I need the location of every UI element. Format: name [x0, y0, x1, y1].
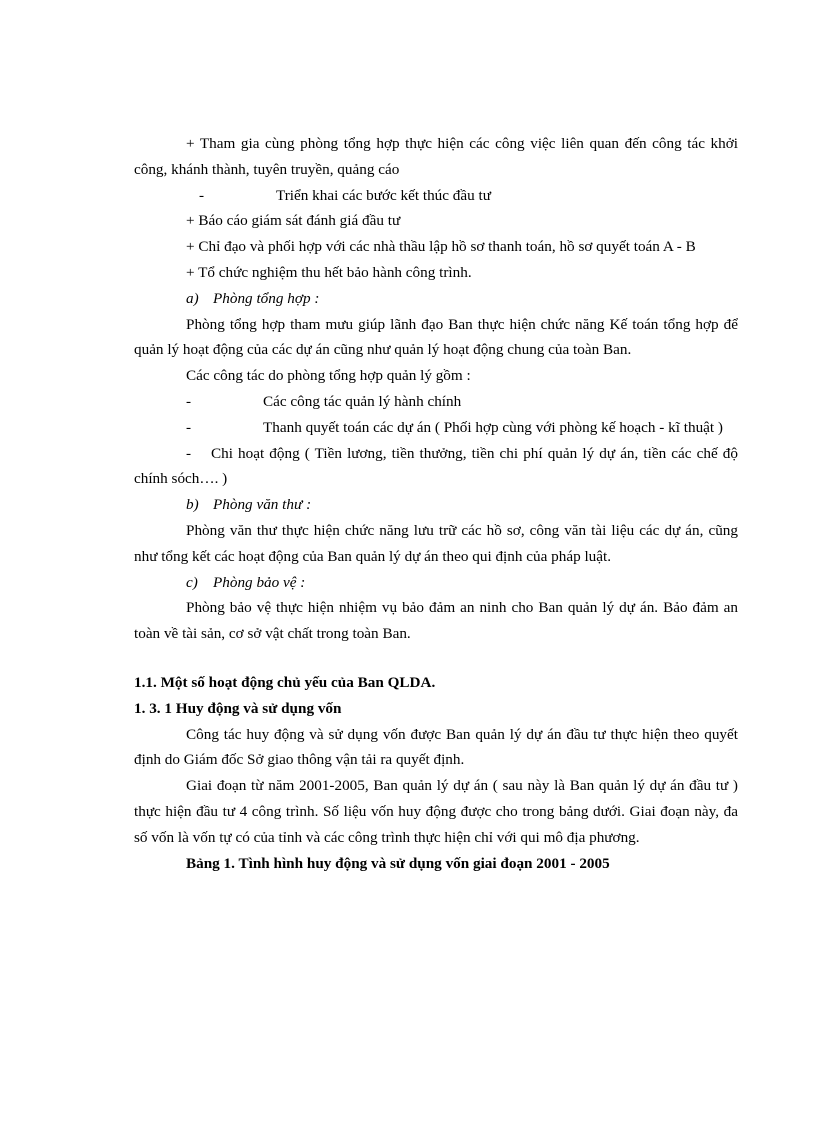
table-caption: Bảng 1. Tình hình huy động và sử dụng vốn giai đoạn 2001 - 2005 [186, 854, 610, 872]
section-b-marker: b) [186, 496, 199, 514]
heading-capital: 1. 3. 1 Huy động và sử dụng vốn [134, 699, 342, 717]
capital-paragraph-1: Công tác huy động và sử dụng vốn được Ban quản lý dự án đầu tư thực hiện theo quyết định do Giám đốc Sở giao thông vận tải ra quyết định. [134, 725, 738, 769]
list-item-text: Các công tác quản lý hành chính [263, 392, 462, 410]
paragraph-direction: + Chỉ đạo và phối hợp với các nhà thầu lập hồ sơ thanh toán, hồ sơ quyết toán A - B [186, 238, 696, 256]
dash-marker: - [186, 418, 192, 436]
section-a-heading [134, 286, 738, 312]
spacer [134, 647, 738, 670]
heading-main-activities: 1.1. Một số hoạt động chủ yếu của Ban QLDA. [134, 673, 436, 691]
section-a-title: Phòng tổng hợp : [213, 289, 320, 307]
list-item [134, 389, 738, 415]
section-a-list-intro: Các công tác do phòng tổng hợp quản lý gồm : [186, 367, 471, 385]
capital-paragraph-2: Giai đoạn từ năm 2001-2005, Ban quản lý dự án ( sau này là Ban quản lý dự án đầu tư ) thực hiện đầu tư 4 công trình. Số liệu vốn huy động được cho trong bảng dưới. Giai đoạn này, đa số vốn là vốn tự có của tỉnh và các công trình thực hiện chỉ với qui mô địa phương. [134, 777, 738, 846]
section-c-paragraph: Phòng bảo vệ thực hiện nhiệm vụ bảo đảm an ninh cho Ban quản lý dự án. Bảo đảm an toàn về tài sản, cơ sở vật chất trong toàn Ban. [134, 599, 738, 643]
list-item-wrapped [134, 441, 738, 493]
paragraph-acceptance: + Tổ chức nghiệm thu hết bảo hành công trình. [186, 263, 472, 281]
list-item [134, 415, 738, 441]
document-page [134, 131, 738, 876]
section-a-paragraph: Phòng tổng hợp tham mưu giúp lãnh đạo Ban thực hiện chức năng Kế toán tổng hợp để quản lý hoạt động của các dự án cũng như quản lý hoạt động chung của toàn Ban. [134, 315, 738, 359]
list-item-text: Triển khai các bước kết thúc đầu tư [276, 186, 491, 204]
section-c-heading [134, 570, 738, 596]
paragraph-supervision: + Báo cáo giám sát đánh giá đầu tư [186, 212, 401, 230]
dash-marker: - [199, 186, 205, 204]
section-c-title: Phòng bảo vệ : [213, 573, 306, 591]
list-item-close-investment [134, 183, 738, 209]
list-item-text: Thanh quyết toán các dự án ( Phối hợp cùng với phòng kế hoạch - kĩ thuật ) [263, 418, 723, 436]
paragraph-opening: + Tham gia cùng phòng tổng hợp thực hiện các công việc liên quan đến công tác khởi công, khánh thành, tuyên truyền, quảng cáo [134, 135, 738, 178]
section-b-paragraph: Phòng văn thư thực hiện chức năng lưu trữ các hồ sơ, công văn tài liệu các dự án, cũng như tổng kết các hoạt động của Ban quản lý dự án theo qui định của pháp luật. [134, 521, 738, 565]
section-a-marker: a) [186, 289, 199, 307]
dash-marker: - [186, 392, 192, 410]
dash-marker: - [186, 444, 192, 462]
section-c-marker: c) [186, 573, 198, 591]
section-b-heading [134, 492, 738, 518]
section-b-title: Phòng văn thư : [213, 496, 312, 514]
list-item-text: Chi hoạt động ( Tiền lương, tiền thưởng, tiền chi phí quản lý dự án, tiền các chế độ chính sóch…. ) [134, 444, 738, 488]
